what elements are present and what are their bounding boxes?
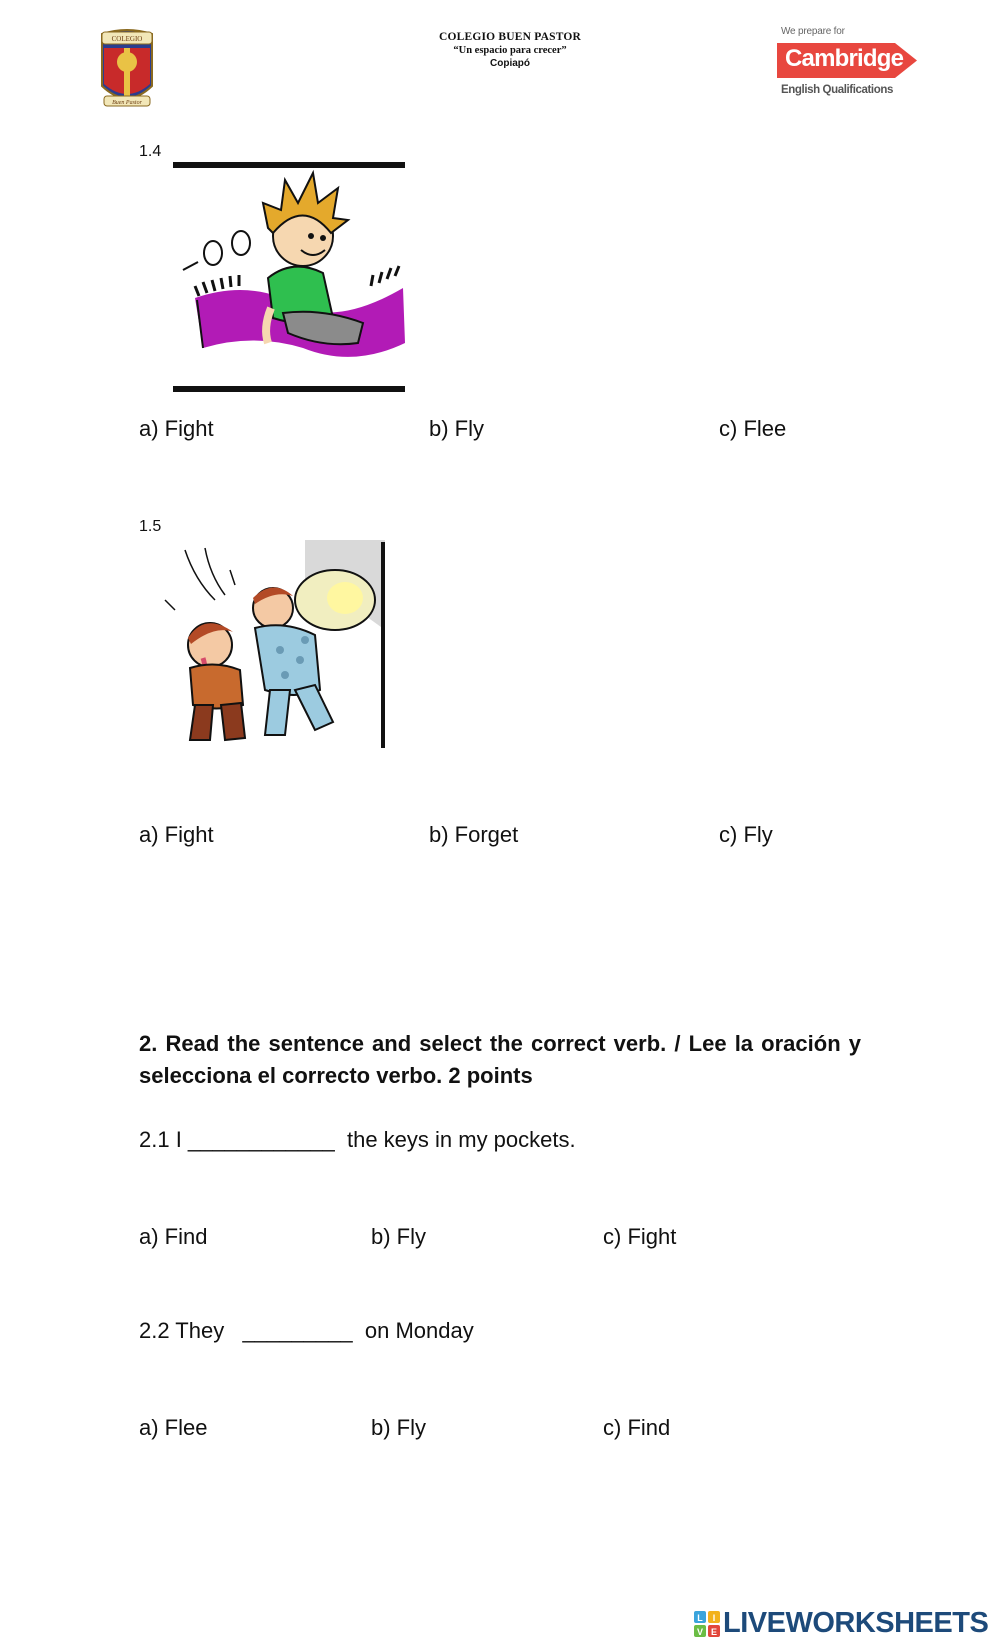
option-b[interactable]: b) Fly (371, 1415, 426, 1440)
school-header (360, 30, 660, 70)
sentence-2-2: 2.2 They _________ on Monday (139, 1318, 474, 1343)
svg-text:Buen Pastor: Buen Pastor (112, 100, 142, 106)
option-b[interactable]: b) Fly (371, 1224, 426, 1249)
liveworksheets-blocks-icon (694, 1611, 720, 1637)
svg-text:COLEGIO: COLEGIO (111, 35, 143, 43)
option-c[interactable]: c) Find (603, 1415, 671, 1440)
school-city: Copiapó (490, 58, 530, 69)
option-a[interactable]: a) Fight (139, 822, 214, 847)
option-a[interactable]: a) Find (139, 1224, 208, 1249)
option-c[interactable]: c) Fight (603, 1224, 677, 1249)
svg-text:V: V (696, 1627, 704, 1637)
svg-text:I: I (712, 1613, 716, 1623)
option-a[interactable]: a) Flee (139, 1415, 208, 1440)
question-number: 1.4 (139, 143, 162, 160)
liveworksheets-logo (694, 1606, 994, 1640)
liveworksheets-wordmark: LIVEWORKSHEETS (723, 1607, 989, 1639)
cambridge-logo (775, 26, 925, 102)
cambridge-name: Cambridge (785, 45, 904, 72)
school-crest-logo (96, 28, 158, 110)
cambridge-subtitle: English Qualifications (781, 84, 893, 96)
cambridge-prefix: We prepare for (781, 26, 845, 37)
pillow-fight-illustration (155, 540, 391, 750)
svg-text:E: E (710, 1627, 718, 1637)
option-c[interactable]: c) Fly (719, 822, 773, 847)
option-b[interactable]: b) Fly (429, 416, 484, 441)
school-motto: “Un espacio para crecer” (453, 45, 567, 56)
sentence-2-1: 2.1 I ____________ the keys in my pockets. (139, 1127, 576, 1152)
option-b[interactable]: b) Forget (429, 822, 519, 847)
svg-text:L: L (697, 1613, 703, 1623)
question-number: 1.5 (139, 518, 162, 535)
option-a[interactable]: a) Fight (139, 416, 214, 441)
section-2-heading: 2. Read the sentence and select the correct verb. / Lee la oración y selecciona el correcto verbo. 2 points (139, 1031, 861, 1088)
option-c[interactable]: c) Flee (719, 416, 787, 441)
school-name: COLEGIO BUEN PASTOR (438, 31, 582, 43)
flying-carpet-boy-illustration (173, 158, 405, 394)
